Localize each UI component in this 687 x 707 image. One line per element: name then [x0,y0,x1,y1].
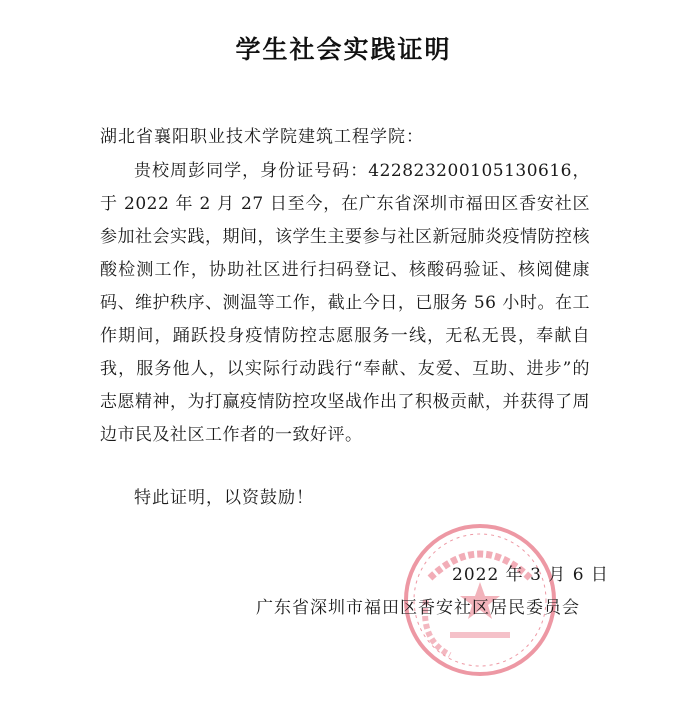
recipient-line: 湖北省襄阳职业技术学院建筑工程学院： [100,127,424,147]
document-body [100,155,590,452]
signature-date: 2022 年 3 月 6 日 [452,565,609,585]
body-paragraph: 贵校周彭同学，身份证号码：422823200105130616，于 2022 年 2 月 27 日至今，在广东省深圳市福田区香安社区参加社会实践，期间，该学生主要参与社区新冠肺炎疫情防控核酸检测工作，协助社区进行扫码登记、核酸码验证、核阅健康码、维护秩序、测温等工作，截止今日，已服务 56 小时。在工作期间，踊跃投身疫情防控志愿服务一线，无私无畏，奉献自我，服务他人，以实际行动践行“奉献、友爱、互助、进步”的志愿精神，为打赢疫情防控攻坚战作出了积极贡献，并获得了周边市民及社区工作者的一致好评。 [100,161,590,445]
signature-organization: 广东省深圳市福田区香安社区居民委员会 [256,598,580,618]
document-title: 学生社会实践证明 [235,35,452,64]
closing-line: 特此证明，以资鼓励！ [134,488,314,508]
